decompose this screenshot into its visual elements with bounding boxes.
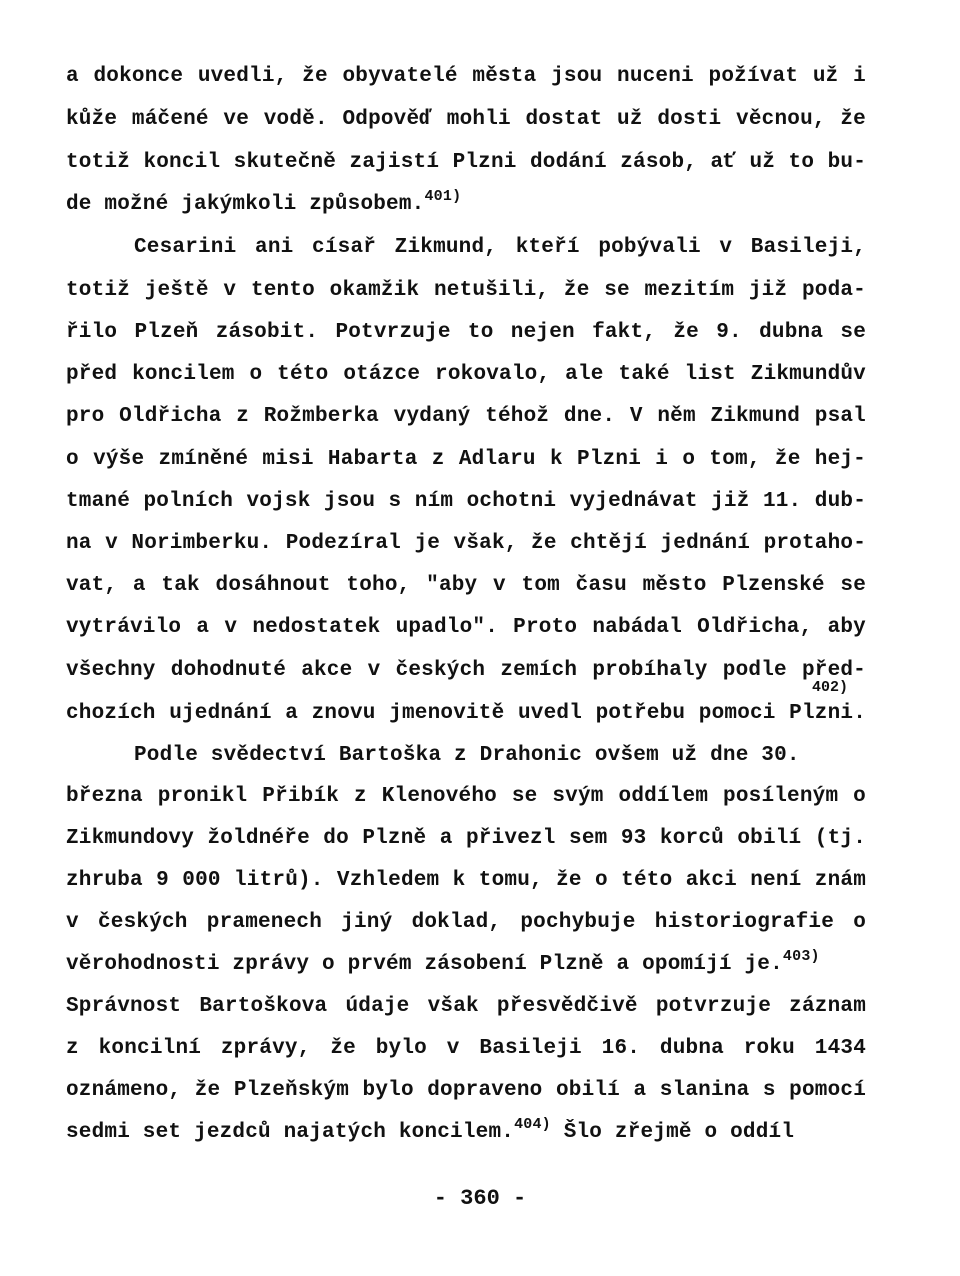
text-line-content: věrohodnosti zprávy o prvém zásobení Plzně a opomíjí je. <box>66 953 783 976</box>
text-line-content: sedmi set jezdců najatých koncilem. <box>66 1121 515 1144</box>
text-line: Podle svědectví Bartoška z Drahonic ovšem už dne 30. <box>134 744 800 767</box>
text-line: totiž koncil skutečně zajistí Plzni dodání zásob, ať už to bu- <box>66 151 866 174</box>
text-line <box>66 190 866 220</box>
text-line: vytrávilo a v nedostatek upadlo". Proto nabádal Oldřicha, aby <box>66 616 866 639</box>
text-line: a dokonce uvedli, že obyvatelé města jsou nuceni požívat už i <box>66 65 866 88</box>
text-line: pro Oldřicha z Rožmberka vydaný téhož dne. V něm Zikmund psal <box>66 405 866 428</box>
text-line: kůže máčené ve vodě. Odpověď mohli dostat už dosti věcnou, že <box>66 108 866 131</box>
page-number: - 360 - <box>433 1186 527 1211</box>
text-line: Cesarini ani císař Zikmund, kteří pobývali v Basileji, <box>134 236 866 259</box>
text-line: Zikmundovy žoldnéře do Plzně a přivezl sem 93 korců obilí (tj. <box>66 827 866 850</box>
text-line: v českých pramenech jiný doklad, pochybuje historiografie o <box>66 911 866 934</box>
footnote-ref-403: 403) <box>782 948 820 965</box>
text-line <box>66 950 866 980</box>
text-line: března pronikl Přibík z Klenového se svým oddílem posíleným o <box>66 785 866 808</box>
text-line: řilo Plzeň zásobit. Potvrzuje to nejen fakt, že 9. dubna se <box>66 321 866 344</box>
text-line: totiž ještě v tento okamžik netušili, že se mezitím již poda- <box>66 279 866 302</box>
text-line: zhruba 9 000 litrů). Vzhledem k tomu, že o této akci není znám <box>66 869 866 892</box>
text-line: před koncilem o této otázce rokovalo, ale také list Zikmundův <box>66 363 866 386</box>
text-line: o výše zmíněné misi Habarta z Adlaru k Plzni i o tom, že hej- <box>66 448 866 471</box>
footnote-ref-402: 402) <box>812 679 849 696</box>
text-line: z koncilní zprávy, že bylo v Basileji 16. dubna roku 1434 <box>66 1037 866 1060</box>
text-line: oznámeno, že Plzeňským bylo dopraveno obilí a slanina s pomocí <box>66 1079 866 1102</box>
text-line: na v Norimberku. Podezíral je však, že chtějí jednání protaho- <box>66 532 866 555</box>
text-line: všechny dohodnuté akce v českých zemích probíhaly podle před- <box>66 659 866 682</box>
footnote-ref-401: 401) <box>424 188 462 205</box>
text-line: Správnost Bartoškova údaje však přesvědčivě potvrzuje záznam <box>66 995 866 1018</box>
text-line: vat, a tak dosáhnout toho, "aby v tom času město Plzenské se <box>66 574 866 597</box>
text-line <box>66 1118 866 1148</box>
text-line: tmané polních vojsk jsou s ním ochotni vyjednávat již 11. dub- <box>66 490 866 513</box>
footnote-ref-404: 404) <box>514 1116 551 1133</box>
text-line: chozích ujednání a znovu jmenovitě uvedl potřebu pomoci Plzni. <box>66 702 866 725</box>
text-line-content: de možné jakýmkoli způsobem. <box>66 193 425 216</box>
text-line-continuation: Šlo zřejmě o oddíl <box>563 1121 795 1144</box>
